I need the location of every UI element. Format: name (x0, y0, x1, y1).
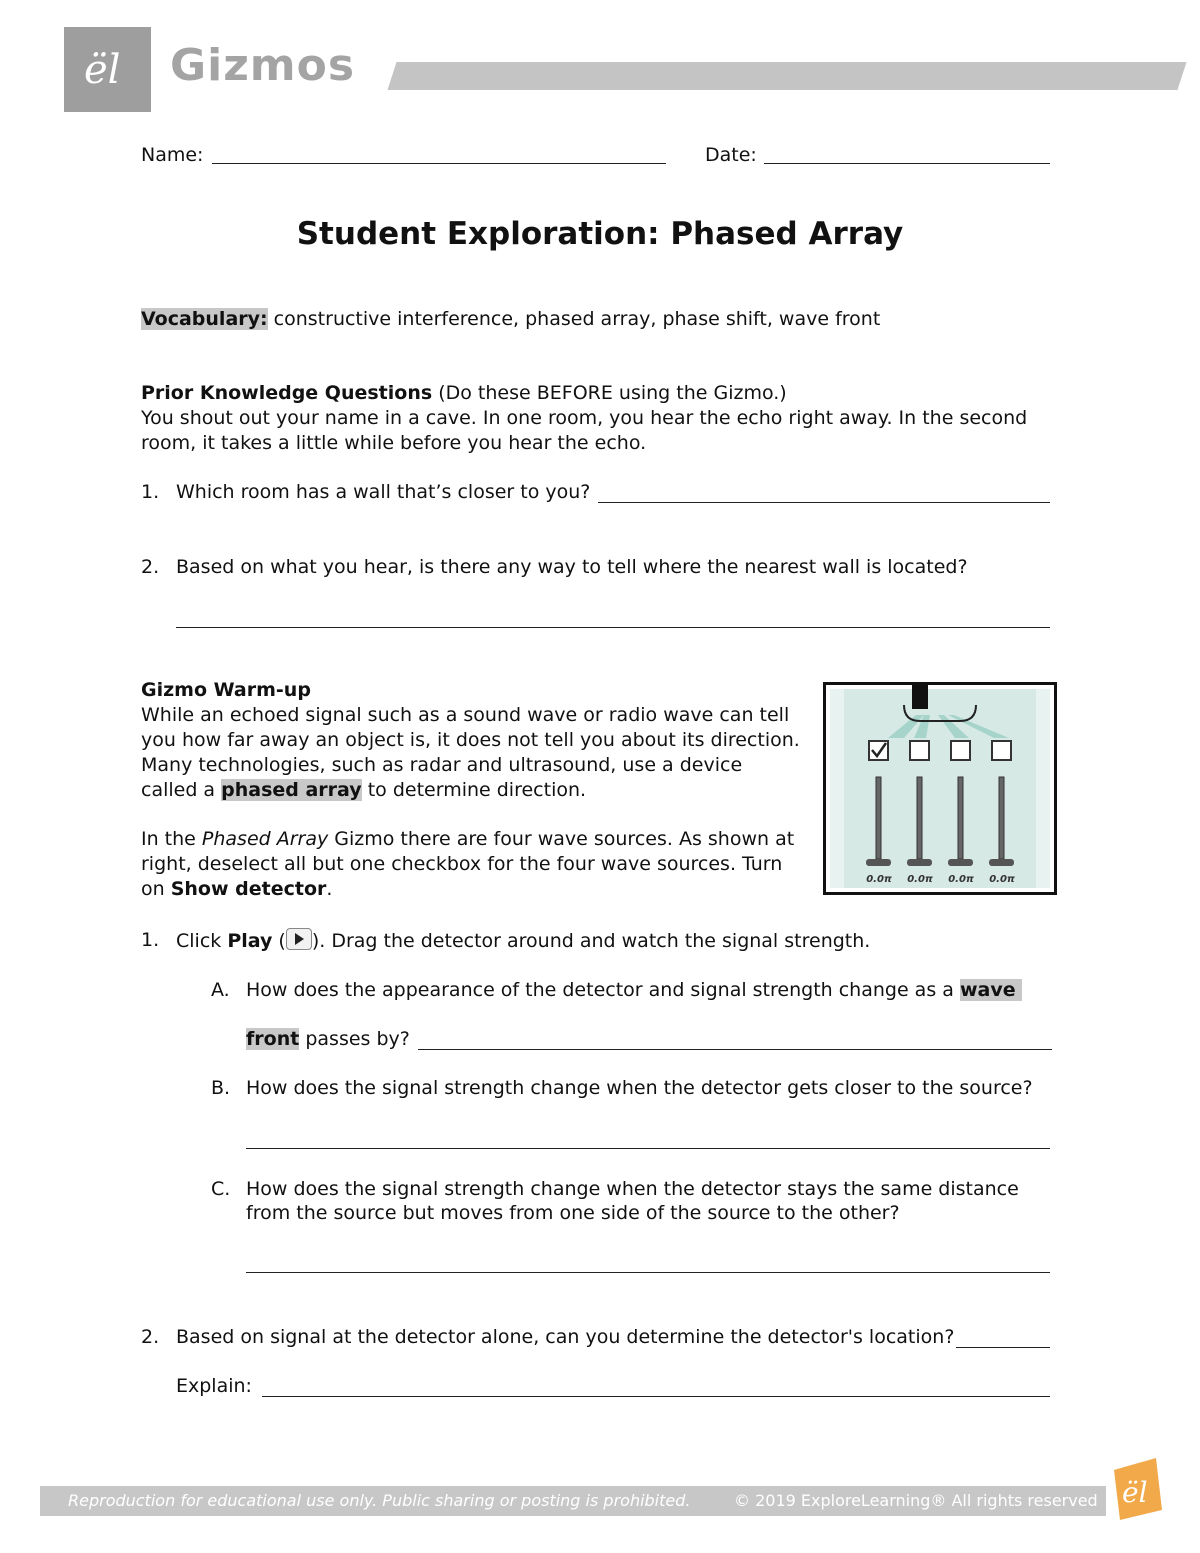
warmup-q2-text: Based on signal at the detector alone, can you determine the detector's location? (176, 1326, 955, 1348)
page-title: Student Exploration: Phased Array (296, 216, 904, 252)
warmup-p1-2: you how far away an object is, it does not tell you about its direction. (141, 729, 800, 751)
prior-heading-line (141, 381, 787, 406)
front-term: front (246, 1028, 300, 1050)
prior-heading: Prior Knowledge Questions (141, 382, 433, 404)
warmup-p1-3: Many technologies, such as radar and ultrasound, use a device (141, 754, 743, 776)
explain-label: Explain: (176, 1375, 252, 1397)
q1c-answer[interactable] (246, 1272, 1050, 1273)
warmup-q1-number: 1. (141, 929, 160, 951)
gizmo-screenshot (823, 682, 1057, 895)
q2-explain-answer[interactable] (262, 1396, 1050, 1397)
phase-label-2: 0.0π (907, 874, 933, 885)
name-label: Name: (141, 144, 204, 166)
prior-q2-number: 2. (141, 556, 160, 578)
vocabulary-line (141, 307, 880, 332)
q1a-text-2: front passes by? (246, 1028, 410, 1050)
q1b-letter: B. (211, 1077, 231, 1099)
el-badge-icon (1106, 1440, 1166, 1520)
q1c-text-2: from the source but moves from one side of the source to the other? (246, 1202, 900, 1224)
warmup-p2-2: right, deselect all but one checkbox for the four wave sources. Turn (141, 853, 783, 875)
q2-short-answer[interactable] (956, 1347, 1050, 1348)
warmup-p2-1: In the Phased Array Gizmo there are four wave sources. As shown at (141, 828, 795, 850)
svg-text:ël: ël (1122, 1476, 1148, 1509)
date-label: Date: (705, 144, 757, 166)
prior-q1-number: 1. (141, 481, 160, 503)
vocabulary-terms: constructive interference, phased array, phase shift, wave front (267, 308, 881, 330)
checkbox-source-2[interactable] (910, 741, 929, 760)
wave-term: wave (960, 979, 1022, 1001)
vocabulary-label: Vocabulary: (141, 308, 268, 330)
phase-label-1: 0.0π (866, 874, 892, 885)
q1b-text: How does the signal strength change when the detector gets closer to the source? (246, 1077, 1033, 1099)
warmup-p1-4: called a phased array to determine direction. (141, 779, 587, 801)
prior-note: (Do these BEFORE using the Gizmo.) (432, 382, 787, 404)
footer-copyright: © 2019 ExploreLearning® All rights reserved (734, 1491, 1098, 1510)
phase-label-3: 0.0π (948, 874, 974, 885)
q1c-letter: C. (211, 1178, 231, 1200)
date-field[interactable] (764, 163, 1050, 164)
prior-q1-answer[interactable] (598, 502, 1050, 503)
checkbox-source-4[interactable] (992, 741, 1011, 760)
warmup-p1-1: While an echoed signal such as a sound wave or radio wave can tell (141, 704, 790, 726)
q1a-letter: A. (211, 979, 230, 1001)
prior-q2-text: Based on what you hear, is there any way to tell where the nearest wall is located? (176, 556, 968, 578)
el-logo-icon (64, 27, 151, 112)
phase-label-4: 0.0π (989, 874, 1015, 885)
footer-notice: Reproduction for educational use only. Public sharing or posting is prohibited. (68, 1491, 691, 1510)
play-icon (286, 928, 312, 950)
phased-array-illustration (826, 685, 1054, 892)
brand-title: Gizmos (170, 40, 356, 91)
checkbox-source-1[interactable] (869, 741, 888, 760)
name-field[interactable] (212, 163, 666, 164)
warmup-heading: Gizmo Warm-up (141, 679, 311, 701)
q1a-text-1: How does the appearance of the detector and signal strength change as a wave (246, 978, 1022, 1003)
checkbox-source-3[interactable] (951, 741, 970, 760)
prior-q2-answer[interactable] (176, 627, 1050, 628)
prior-q1-text: Which room has a wall that’s closer to you? (176, 481, 591, 503)
warmup-p2-3: on Show detector. (141, 878, 333, 900)
q1a-answer[interactable] (418, 1049, 1052, 1050)
q1c-text-1: How does the signal strength change when the detector stays the same distance (246, 1178, 1019, 1200)
el-logo (64, 27, 151, 112)
prior-intro-1: You shout out your name in a cave. In one room, you hear the echo right away. In the second (141, 407, 1028, 429)
svg-text:ël: ël (84, 47, 121, 93)
header-bar (387, 62, 1186, 90)
q1b-answer[interactable] (246, 1148, 1050, 1149)
phased-array-term: phased array (221, 779, 362, 801)
prior-intro-2: room, it takes a little while before you hear the echo. (141, 432, 647, 454)
warmup-q2-number: 2. (141, 1326, 160, 1348)
warmup-q1-text: Click Play ( ). Drag the detector around and watch the signal strength. (176, 930, 871, 952)
